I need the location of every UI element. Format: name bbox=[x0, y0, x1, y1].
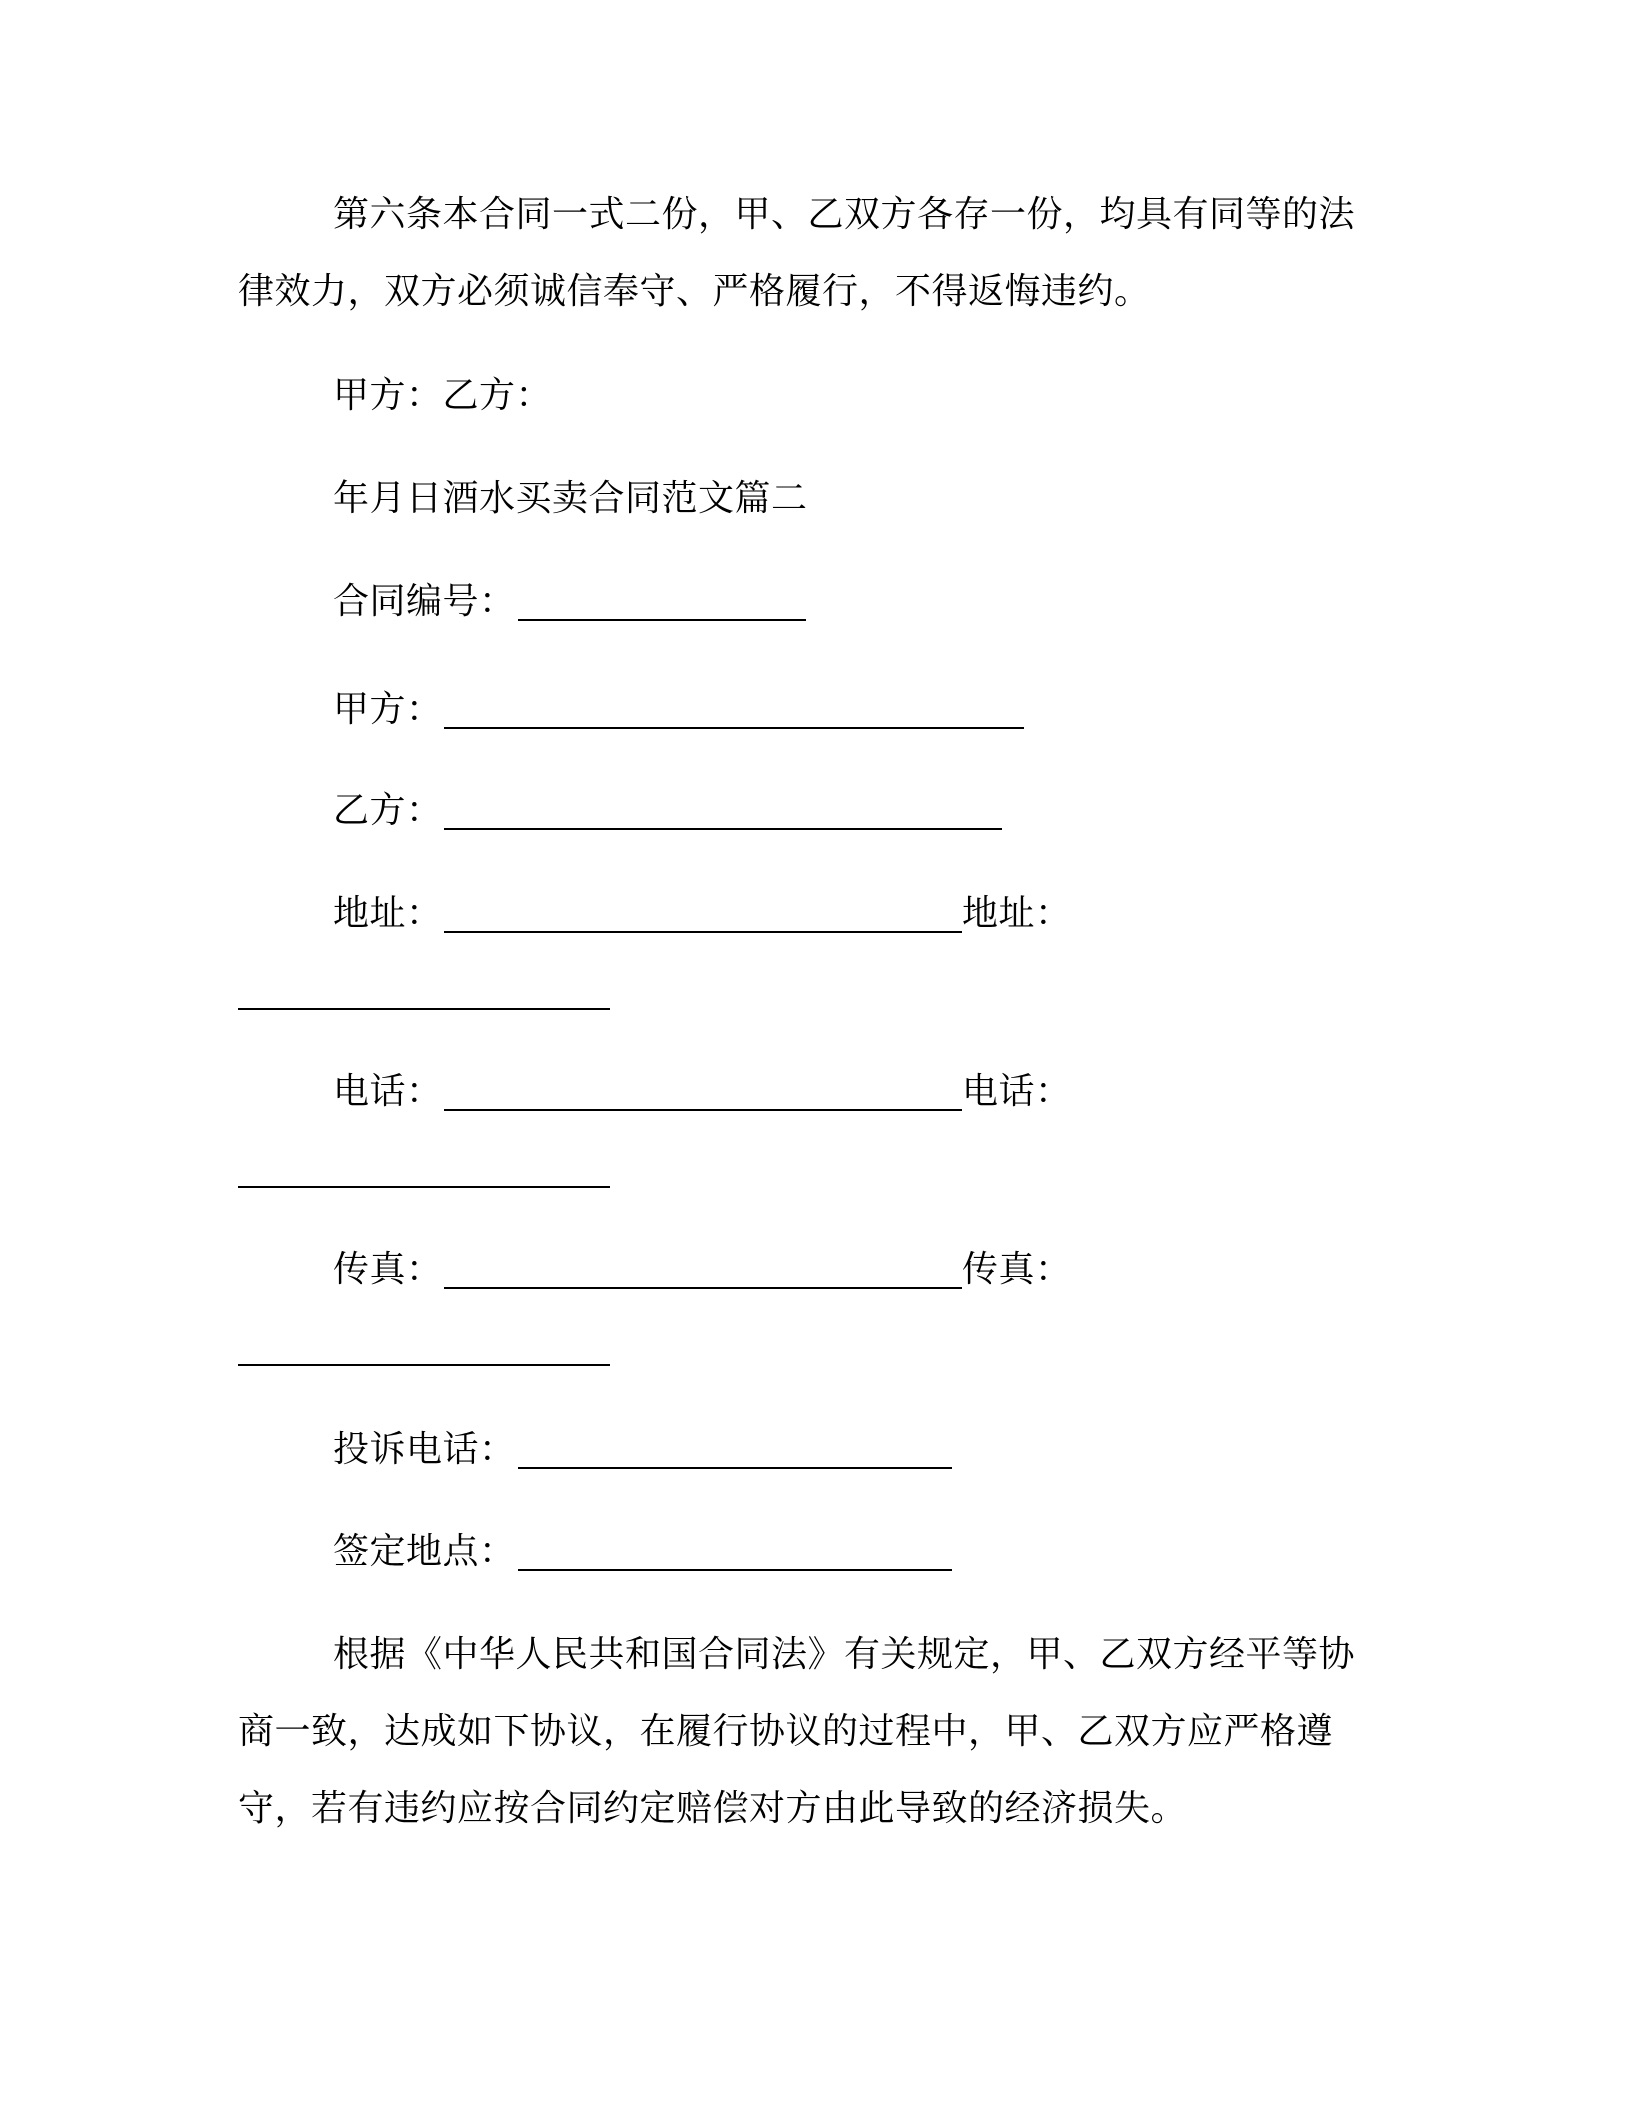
complaint-phone-blank bbox=[518, 1467, 952, 1469]
contract-no-blank bbox=[518, 619, 806, 621]
phone-label: 电话： bbox=[333, 1071, 443, 1112]
para2-line3: 守，若有违约应按合同约定赔偿对方由此导致的经济损失。 bbox=[238, 1788, 1188, 1829]
contract-no-label: 合同编号： bbox=[333, 581, 516, 622]
para2-line1: 根据《中华人民共和国合同法》有关规定，甲、乙双方经平等协 bbox=[333, 1634, 1356, 1675]
address-label: 地址： bbox=[333, 893, 443, 934]
fax-label-2: 传真： bbox=[962, 1249, 1072, 1290]
fax-blank-b bbox=[238, 1364, 610, 1366]
address-blank-b bbox=[238, 1008, 610, 1010]
complaint-phone-label: 投诉电话： bbox=[333, 1429, 516, 1470]
phone-label-2: 电话： bbox=[962, 1071, 1072, 1112]
fax-blank-a bbox=[444, 1287, 962, 1289]
phone-blank-a bbox=[444, 1109, 962, 1111]
section-title: 年月日酒水买卖合同范文篇二 bbox=[333, 478, 808, 519]
signature-line: 甲方：乙方： bbox=[333, 375, 553, 416]
address-blank-a bbox=[444, 931, 962, 933]
sign-place-label: 签定地点： bbox=[333, 1531, 516, 1572]
party-b-label: 乙方： bbox=[333, 790, 443, 831]
fax-label: 传真： bbox=[333, 1249, 443, 1290]
sign-place-blank bbox=[518, 1569, 952, 1571]
party-a-blank bbox=[444, 727, 1024, 729]
para1-line2: 律效力，双方必须诚信奉守、严格履行，不得返悔违约。 bbox=[238, 271, 1151, 312]
party-a-label: 甲方： bbox=[333, 689, 443, 730]
address-label-2: 地址： bbox=[962, 893, 1072, 934]
para1-line1: 第六条本合同一式二份，甲、乙双方各存一份，均具有同等的法 bbox=[333, 194, 1356, 235]
phone-blank-b bbox=[238, 1186, 610, 1188]
para2-line2: 商一致，达成如下协议，在履行协议的过程中，甲、乙双方应严格遵 bbox=[238, 1711, 1334, 1752]
party-b-blank bbox=[444, 828, 1002, 830]
